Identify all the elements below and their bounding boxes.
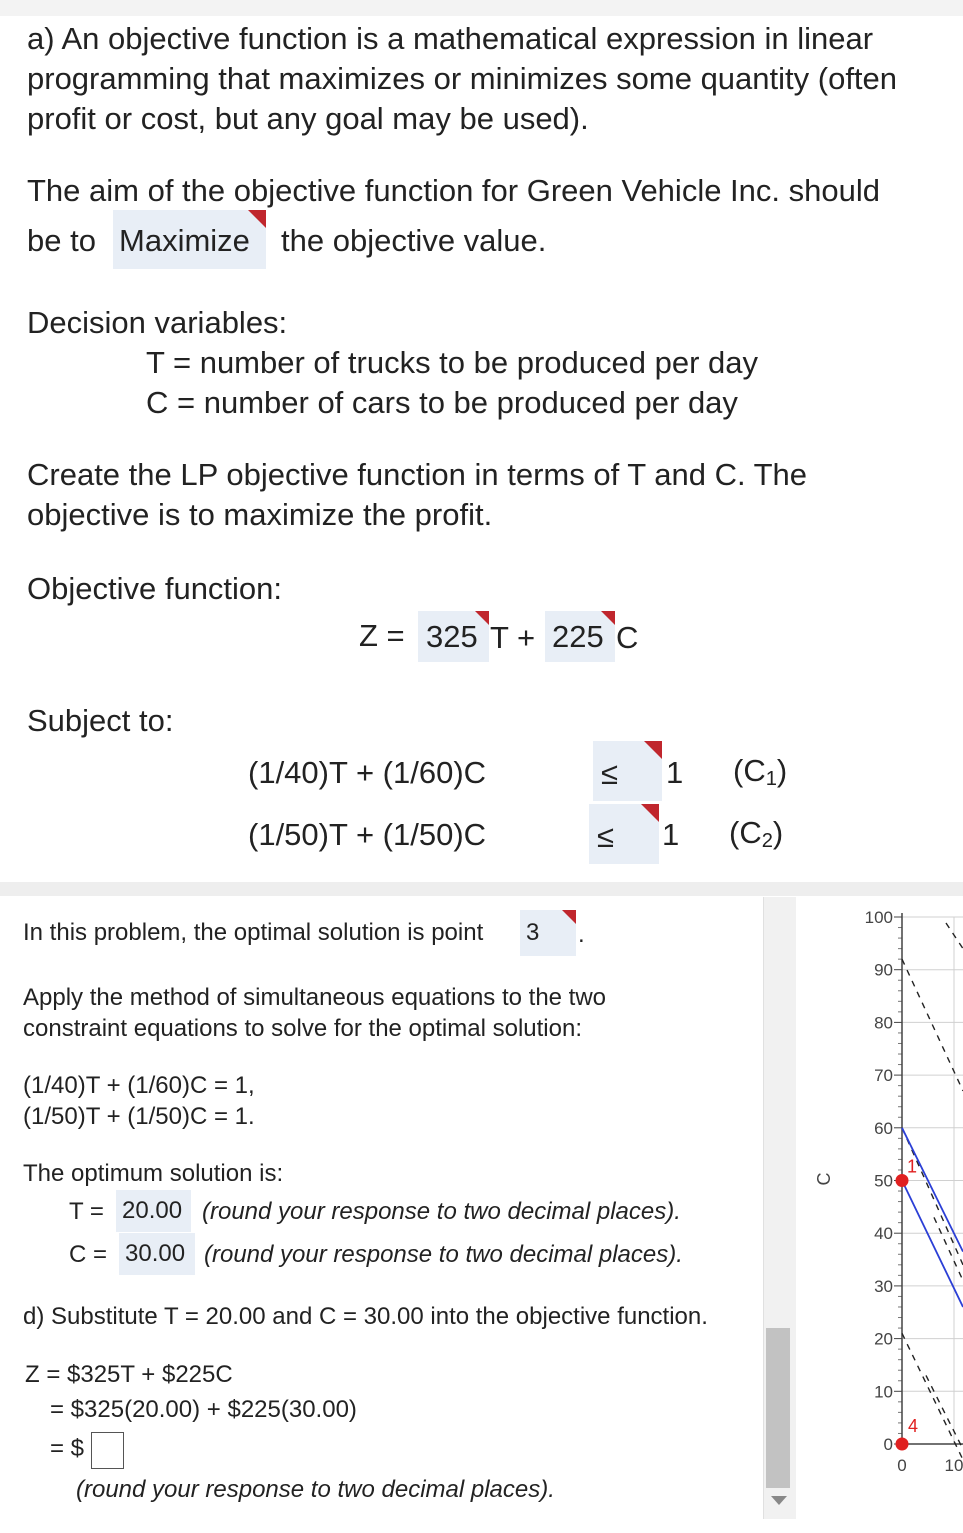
optimal-prefix: In this problem, the optimal solution is point xyxy=(23,919,484,946)
z-line3-prefix: = $ xyxy=(50,1435,85,1462)
objective-t-symbol: T + xyxy=(490,620,536,655)
constraint2-expr: (1/50)T + (1/50)C xyxy=(248,817,487,852)
scrollbar-thumb[interactable] xyxy=(766,1328,790,1488)
y-tick-label: 90 xyxy=(874,960,893,980)
coef-t-value: 325 xyxy=(426,619,478,654)
y-tick-label: 20 xyxy=(874,1329,893,1349)
y-tick-label: 100 xyxy=(864,908,893,927)
intro-text-line1: a) An objective function is a mathematical expression in linear xyxy=(27,21,874,56)
coef-c-field[interactable] xyxy=(545,611,615,662)
aim-suffix: the objective value. xyxy=(281,223,547,258)
optimum-t-label: T = xyxy=(69,1198,104,1225)
constraint1-expr: (1/40)T + (1/60)C xyxy=(248,755,487,790)
subject-to: Subject to: xyxy=(27,703,174,738)
z-line2: = $325(20.00) + $225(30.00) xyxy=(50,1396,357,1423)
part-d-text: d) Substitute T = 20.00 and C = 30.00 into the objective function. xyxy=(23,1303,708,1330)
objective-c-symbol: C xyxy=(616,620,639,655)
aim-answer-field[interactable] xyxy=(113,210,266,269)
constraint2-sign: ≤ xyxy=(597,819,615,854)
coef-c-value: 225 xyxy=(552,619,604,654)
section-divider xyxy=(0,882,963,896)
answer-flag-icon xyxy=(644,741,662,759)
intro-text-line3: profit or cost, but any goal may be used). xyxy=(27,101,589,136)
lp-graph[interactable] xyxy=(796,896,963,1533)
equation-1: (1/40)T + (1/60)C = 1, xyxy=(23,1072,255,1099)
constraint1-sign-field[interactable] xyxy=(593,741,662,801)
optimum-t-round-note: (round your response to two decimal places). xyxy=(202,1198,681,1225)
coef-t-field[interactable] xyxy=(418,611,489,662)
answer-flag-icon xyxy=(475,611,489,625)
isoprofit-line xyxy=(934,1217,963,1280)
y-tick-label: 0 xyxy=(883,1435,893,1454)
constraint1-rhs: 1 xyxy=(666,755,684,790)
create-text-line1: Create the LP objective function in terms of T and C. The xyxy=(27,457,808,492)
decision-header: Decision variables: xyxy=(27,305,288,340)
scroll-down-arrow-icon[interactable] xyxy=(771,1496,787,1505)
aim-answer-value: Maximize xyxy=(119,223,250,258)
apply-text-line1: Apply the method of simultaneous equations to the two xyxy=(23,984,607,1011)
equation-2: (1/50)T + (1/50)C = 1. xyxy=(23,1103,255,1130)
y-tick-label: 40 xyxy=(874,1224,893,1244)
optimal-point-field[interactable] xyxy=(520,910,576,956)
decision-var-c: C = number of cars to be produced per day xyxy=(146,385,738,420)
y-tick-label: 70 xyxy=(874,1066,893,1086)
answer-flag-icon xyxy=(248,210,266,228)
point-label: 4 xyxy=(908,1416,919,1436)
constraint2-label: $(C_2)$ xyxy=(729,815,784,853)
optimal-suffix: . xyxy=(578,921,585,948)
constraint2-sign-field[interactable] xyxy=(589,804,659,864)
optimum-c-field[interactable] xyxy=(119,1233,195,1275)
answer-flag-icon xyxy=(601,611,615,625)
y-tick-label: 60 xyxy=(874,1118,893,1138)
y-axis-label: C xyxy=(814,1172,834,1186)
optimum-t-field[interactable] xyxy=(116,1190,191,1232)
z-line1: Z = $325T + $225C xyxy=(25,1361,233,1388)
y-tick-label: 80 xyxy=(874,1013,893,1033)
apply-text-line2: constraint equations to solve for the optimal solution: xyxy=(23,1015,582,1042)
objective-header: Objective function: xyxy=(27,571,283,606)
optimum-header: The optimum solution is: xyxy=(23,1160,284,1187)
corner-point[interactable] xyxy=(896,1438,909,1451)
z-answer-input[interactable] xyxy=(91,1432,124,1469)
y-tick-label: 10 xyxy=(874,1382,893,1402)
decision-var-t: T = number of trucks to be produced per day xyxy=(146,345,759,380)
constraint2-rhs: 1 xyxy=(662,817,680,852)
y-tick-label: 50 xyxy=(874,1171,893,1191)
objective-z-label: Z = xyxy=(359,618,405,653)
top-band xyxy=(0,0,963,16)
y-tick-label: 30 xyxy=(874,1276,893,1296)
point-label: 1 xyxy=(907,1156,918,1177)
intro-text-line2: programming that maximizes or minimizes some quantity (often xyxy=(27,61,898,96)
aim-prefix: be to xyxy=(27,223,96,258)
create-text-line2: objective is to maximize the profit. xyxy=(27,497,493,532)
optimum-c-round-note: (round your response to two decimal places). xyxy=(204,1241,683,1268)
z-round-note: (round your response to two decimal places). xyxy=(76,1476,555,1503)
optimum-t-value: 20.00 xyxy=(122,1197,183,1224)
isoprofit-line xyxy=(926,1375,963,1449)
answer-flag-icon xyxy=(562,910,576,924)
x-tick-label: 10 xyxy=(944,1456,963,1475)
x-tick-label: 0 xyxy=(897,1456,907,1475)
constraint1-sign: ≤ xyxy=(601,756,619,791)
optimal-point-value: 3 xyxy=(526,919,540,946)
constraint1-label: $(C_1)$ xyxy=(733,753,788,791)
aim-text-line1: The aim of the objective function for Green Vehicle Inc. should xyxy=(27,173,880,208)
optimum-c-label: C = xyxy=(69,1241,108,1268)
optimum-c-value: 30.00 xyxy=(125,1240,186,1267)
answer-flag-icon xyxy=(641,804,659,822)
